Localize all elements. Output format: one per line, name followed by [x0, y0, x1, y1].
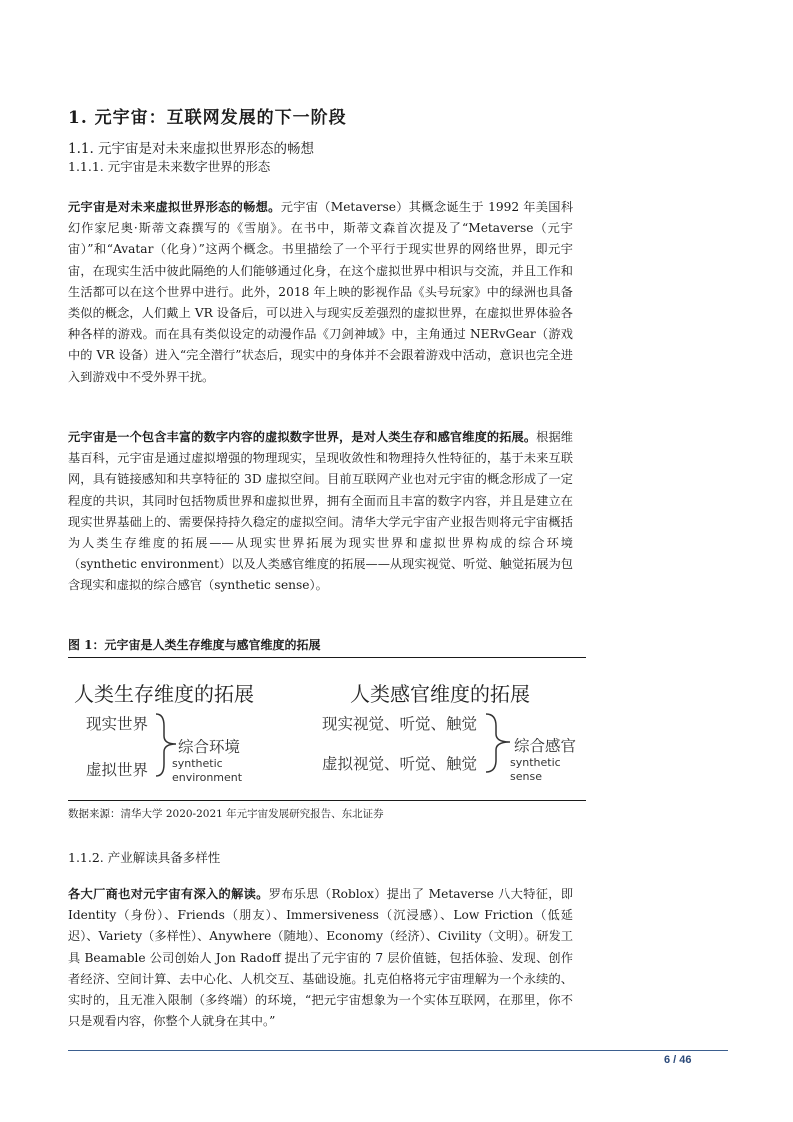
paragraph-3-body: 罗布乐思（Roblox）提出了 Metaverse 八大特征，即 Identity（身份）、Friends（朋友）、Immersiveness（沉浸感）、Low Friction（低延迟）、Variety（多样性）、Anywhere（随地）、Economy（经济）、Civility（文明）。研发工具 Beamable 公司创始人 Jon Radoff 提出了元宇宙的 7 层价值链，包括体验、发现、创作者经济、空间计算、去中心化、人机交互、基础设施。扎克伯格将元宇宙理解为一个永续的、实时的，且无准入限制（多终端）的环境，“把元宇宙想象为一个实体互联网，在那里，你不只是观看内容，你整个人就身在其中。”	[68, 887, 574, 1029]
paragraph-3	[68, 884, 573, 1032]
section-heading: 1. 元宇宙：互联网发展的下一阶段	[68, 108, 347, 128]
figure-bottom-rule	[68, 800, 586, 801]
right-result-en-line1: synthetic	[510, 756, 561, 769]
paragraph-3-lead: 各大厂商也对元宇宙有深入的解读。	[68, 887, 269, 901]
figure-title: 图 1：元宇宙是人类生存维度与感官维度的拓展	[68, 636, 586, 658]
subsubsection-heading-1: 1.1.1. 元宇宙是未来数字世界的形态	[68, 159, 271, 174]
paragraph-2-lead: 元宇宙是一个包含丰富的数字内容的虚拟数字世界，是对人类生存和感官维度的拓展。	[68, 430, 537, 444]
left-item-real-world: 现实世界	[86, 715, 149, 733]
paragraph-1-body: 元宇宙（Metaverse）其概念诞生于 1992 年美国科幻作家尼奥·斯蒂文森撰写的《雪崩》。在书中，斯蒂文森首次提及了“Metaverse（元宇宙）”和“Avatar（化身）”这两个概念。书里描绘了一个平行于现实世界的网络世界，即元宇宙，在现实生活中彼此隔绝的人们能够通过化身，在这个虚拟世界中相识与交流，并且工作和生活都可以在这个世界中进行。此外，2018 年上映的影视作品《头号玩家》中的绿洲也具备类似的概念，人们戴上 VR 设备后，可以进入与现实反差强烈的虚拟世界，在虚拟世界体验各种各样的游戏。而在具有类似设定的动漫作品《刀剑神域》中，主角通过 NERvGear（游戏中的 VR 设备）进入“完全潜行”状态后，现实中的身体并不会跟着游戏中活动，意识也完全进入到游戏中不受外界干扰。	[68, 200, 574, 384]
paragraph-1-lead: 元宇宙是对未来虚拟世界形态的畅想。	[68, 200, 281, 214]
subsection-heading: 1.1. 元宇宙是对未来虚拟世界形态的畅想	[68, 141, 315, 157]
figure-source: 数据来源：清华大学 2020-2021 年元宇宙发展研究报告、东北证券	[68, 808, 384, 820]
right-result-synthetic-sense: 综合感官	[514, 737, 577, 755]
left-result-en-line1: synthetic	[172, 757, 223, 770]
paragraph-2-body: 根据维基百科，元宇宙是通过虚拟增强的物理现实，呈现收敛性和物理持久性特征的，基于未来互联网，具有链接感知和共享特征的 3D 虚拟空间。目前互联网产业也对元宇宙的概念形成了一定程度的共识，其同时包括物质世界和虚拟世界，拥有全面而且丰富的数字内容，并且是建立在现实世界基础上的、需要保持持久稳定的虚拟空间。清华大学元宇宙产业报告则将元宇宙概括为人类生存维度的拓展——从现实世界拓展为现实世界和虚拟世界构成的综合环境（synthetic environment）以及人类感官维度的拓展——从现实视觉、听觉、触觉拓展为包含现实和虚拟的综合感官（synthetic sense）。	[68, 430, 573, 593]
right-item-real-senses: 现实视觉、听觉、触觉	[322, 715, 478, 733]
left-result-synthetic-environment: 综合环境	[178, 738, 241, 756]
subsubsection-heading-2: 1.1.2. 产业解读具备多样性	[68, 850, 221, 865]
left-result-en-line2: environment	[172, 771, 243, 784]
left-item-virtual-world: 虚拟世界	[86, 761, 149, 779]
right-item-virtual-senses: 虚拟视觉、听觉、触觉	[322, 755, 478, 773]
paragraph-2	[68, 427, 573, 597]
right-diagram-title: 人类感官维度的拓展	[350, 682, 530, 706]
paragraph-1	[68, 197, 573, 388]
footer-rule	[68, 1050, 728, 1051]
right-result-en-line2: sense	[510, 770, 542, 783]
left-diagram-title: 人类生存维度的拓展	[74, 682, 254, 706]
figure-diagram	[68, 660, 586, 800]
page-number: 6 / 46	[664, 1054, 692, 1066]
